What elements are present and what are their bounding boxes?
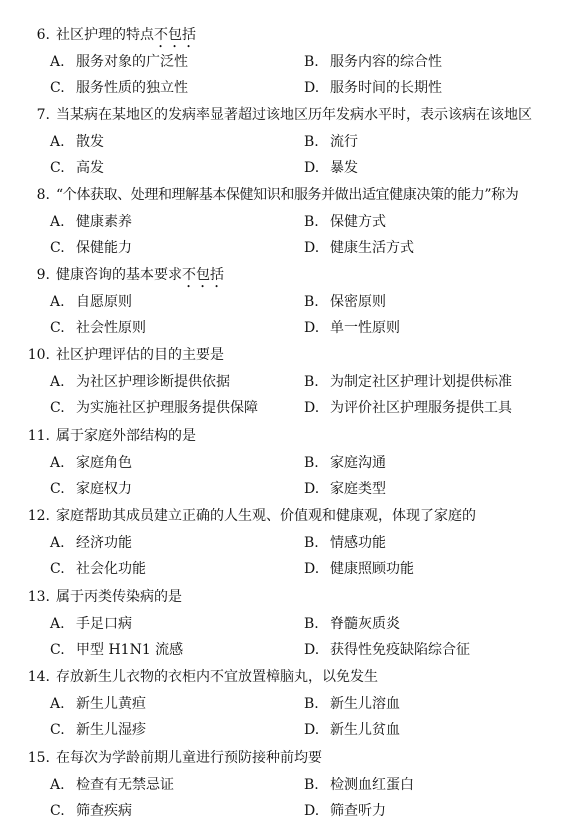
negation-emphasis: 不包括 xyxy=(154,27,196,43)
option-c: C. 甲型 H1N1 流感 xyxy=(50,642,184,658)
option-b: B. 脊髓灰质炎 xyxy=(304,616,400,632)
option-a: A. 散发 xyxy=(50,134,104,150)
option-d: D. 新生儿贫血 xyxy=(304,722,400,738)
option-d: D. 为评价社区护理服务提供工具 xyxy=(304,400,512,416)
question-8 xyxy=(0,182,569,262)
option-b: B. 检测血红蛋白 xyxy=(304,777,414,793)
negation-emphasis: 不包括 xyxy=(182,267,224,283)
option-c: C. 新生儿湿疹 xyxy=(50,722,146,738)
question-10 xyxy=(0,342,569,422)
question-number: 9. xyxy=(36,267,50,283)
option-d: D. 家庭类型 xyxy=(304,481,386,497)
option-c: C. 高发 xyxy=(50,160,104,176)
question-13 xyxy=(0,584,569,664)
option-d: D. 健康生活方式 xyxy=(304,240,414,256)
option-a: A. 手足口病 xyxy=(50,616,132,632)
option-d: D. 筛查听力 xyxy=(304,803,386,819)
question-number: 7. xyxy=(36,107,50,123)
question-number: 13. xyxy=(27,589,50,605)
question-number: 15. xyxy=(27,750,50,766)
question-number: 6. xyxy=(36,27,50,43)
question-text: 当某病在某地区的发病率显著超过该地区历年发病水平时，表示该病在该地区 xyxy=(56,107,532,123)
option-a: A. 经济功能 xyxy=(50,535,132,551)
question-number: 10. xyxy=(27,347,50,363)
option-b: B. 保健方式 xyxy=(304,214,386,230)
question-text: 在每次为学龄前期儿童进行预防接种前均要 xyxy=(56,750,322,766)
option-c: C. 服务性质的独立性 xyxy=(50,80,188,96)
option-a: A. 自愿原则 xyxy=(50,294,132,310)
question-text: 社区护理的特点不包括 xyxy=(56,27,196,43)
option-a: A. 健康素养 xyxy=(50,214,132,230)
question-text: 健康咨询的基本要求不包括 xyxy=(56,267,224,283)
option-c: C. 社会性原则 xyxy=(50,320,146,336)
question-text: 存放新生儿衣物的衣柜内不宜放置樟脑丸，以免发生 xyxy=(56,669,378,685)
option-b: B. 服务内容的综合性 xyxy=(304,54,442,70)
question-11 xyxy=(0,423,569,503)
question-text: 属于家庭外部结构的是 xyxy=(56,428,196,444)
question-number: 14. xyxy=(27,669,50,685)
option-c: C. 家庭权力 xyxy=(50,481,132,497)
option-a: A. 家庭角色 xyxy=(50,455,132,471)
option-b: B. 情感功能 xyxy=(304,535,386,551)
question-number: 11. xyxy=(27,428,50,444)
option-b: B. 流行 xyxy=(304,134,358,150)
option-d: D. 暴发 xyxy=(304,160,358,176)
option-a: A. 新生儿黄疸 xyxy=(50,696,146,712)
option-a: A. 检查有无禁忌证 xyxy=(50,777,174,793)
question-15 xyxy=(0,745,569,825)
option-d: D. 健康照顾功能 xyxy=(304,561,414,577)
option-c: C. 社会化功能 xyxy=(50,561,146,577)
option-b: B. 家庭沟通 xyxy=(304,455,386,471)
question-text: 社区护理评估的目的主要是 xyxy=(56,347,224,363)
option-c: C. 保健能力 xyxy=(50,240,132,256)
option-b: B. 新生儿溶血 xyxy=(304,696,400,712)
option-a: A. 服务对象的广泛性 xyxy=(50,54,188,70)
question-number: 12. xyxy=(27,508,50,524)
question-text: 家庭帮助其成员建立正确的人生观、价值观和健康观，体现了家庭的 xyxy=(56,508,476,524)
question-9 xyxy=(0,262,569,342)
question-7 xyxy=(0,102,569,182)
question-6 xyxy=(0,22,569,102)
option-d: D. 获得性免疫缺陷综合征 xyxy=(304,642,470,658)
option-d: D. 单一性原则 xyxy=(304,320,400,336)
question-text: “个体获取、处理和理解基本保健知识和服务并做出适宜健康决策的能力”称为 xyxy=(56,187,519,203)
option-d: D. 服务时间的长期性 xyxy=(304,80,442,96)
question-14 xyxy=(0,664,569,744)
option-a: A. 为社区护理诊断提供依据 xyxy=(50,374,230,390)
question-number: 8. xyxy=(36,187,50,203)
question-text: 属于丙类传染病的是 xyxy=(56,589,182,605)
option-c: C. 为实施社区护理服务提供保障 xyxy=(50,400,258,416)
option-b: B. 为制定社区护理计划提供标准 xyxy=(304,374,512,390)
option-b: B. 保密原则 xyxy=(304,294,386,310)
option-c: C. 筛查疾病 xyxy=(50,803,132,819)
question-12 xyxy=(0,503,569,583)
